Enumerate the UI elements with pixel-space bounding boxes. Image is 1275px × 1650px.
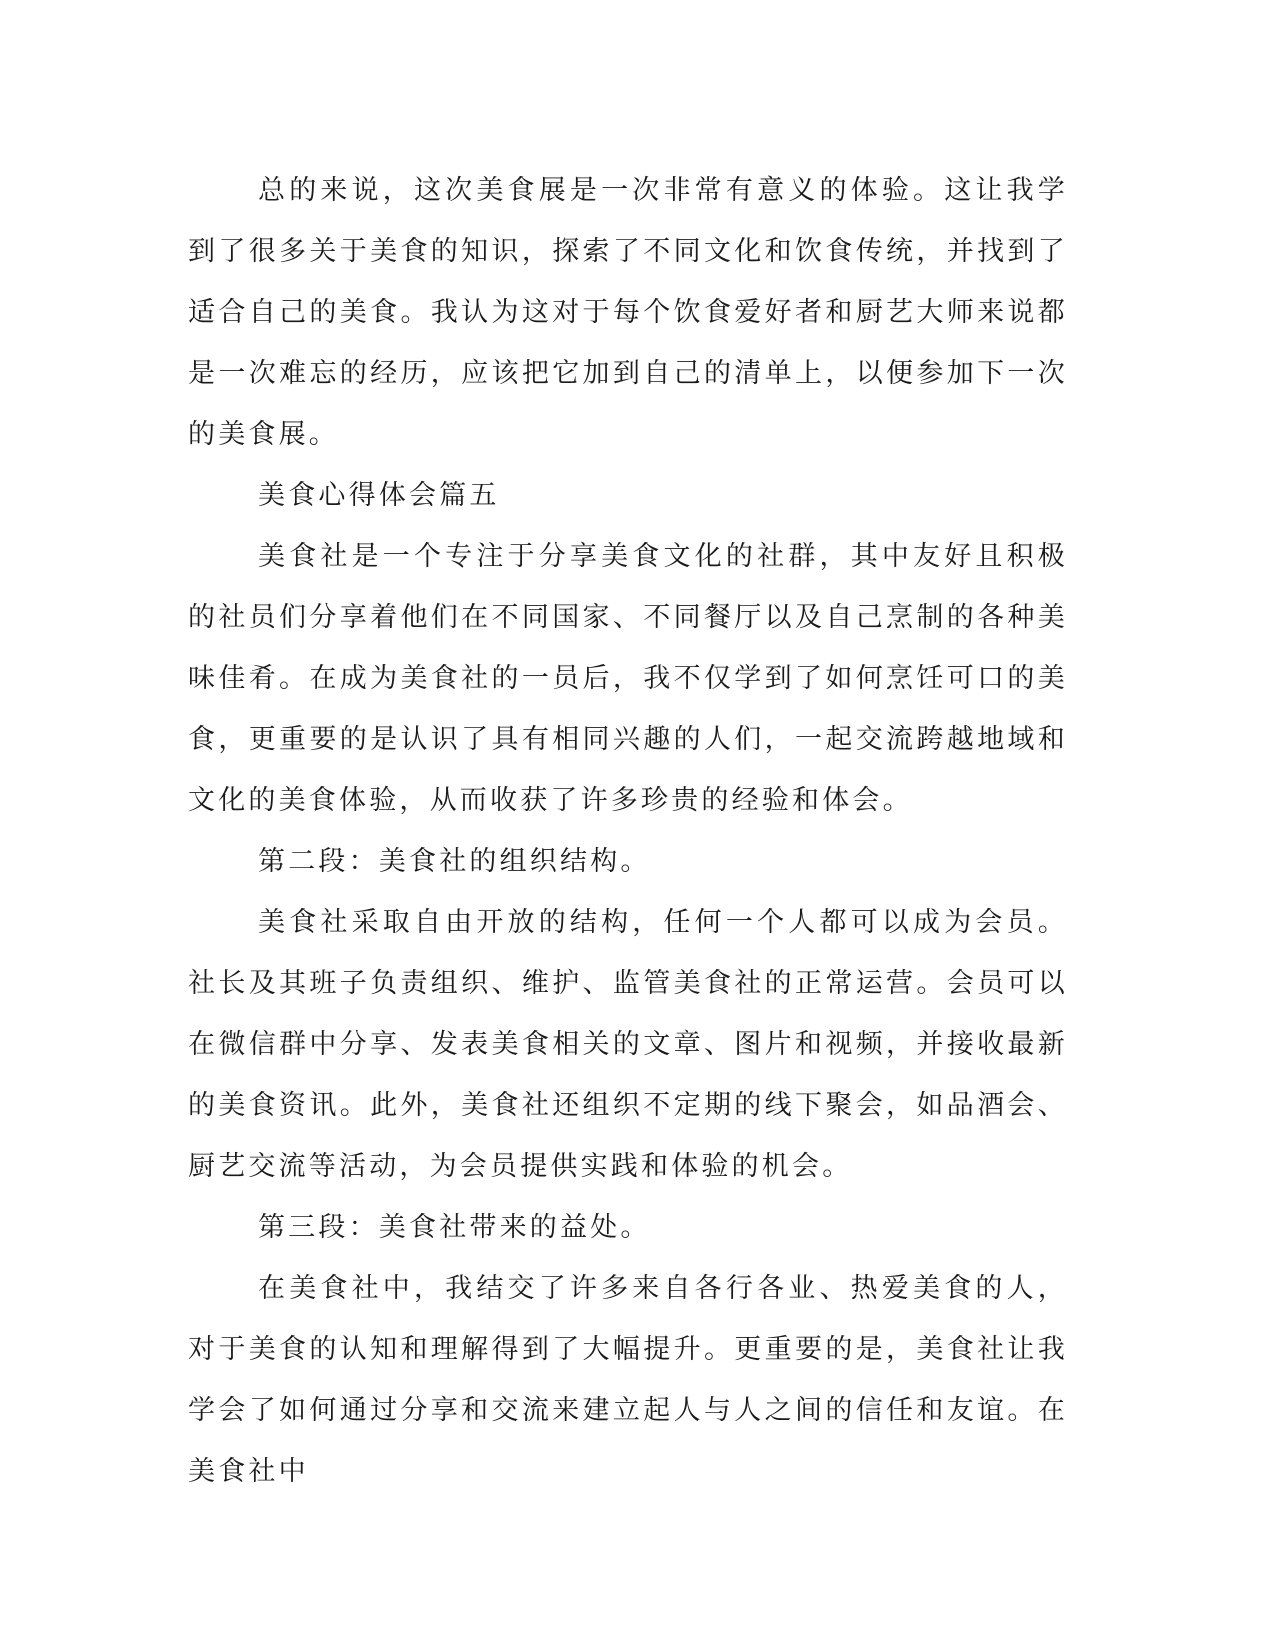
- section-heading-benefits: 第三段：美食社带来的益处。: [258, 1212, 651, 1243]
- section-heading-part-five: 美食心得体会篇五: [258, 480, 500, 511]
- document-body: [188, 160, 1068, 1502]
- paragraph-benefits: 在美食社中，我结交了许多来自各行各业、热爱美食的人，对于美食的认知和理解得到了大幅提升。更重要的是，美食社让我学会了如何通过分享和交流来建立起人与人之间的信任和友谊。在美食社中: [188, 1273, 1068, 1487]
- paragraph-summary: 总的来说，这次美食展是一次非常有意义的体验。这让我学到了很多关于美食的知识，探索了不同文化和饮食传统，并找到了适合自己的美食。我认为这对于每个饮食爱好者和厨艺大师来说都是一次难忘的经历，应该把它加到自己的清单上，以便参加下一次的美食展。: [188, 175, 1068, 450]
- section-heading-structure: 第二段：美食社的组织结构。: [258, 846, 651, 877]
- paragraph-structure: 美食社采取自由开放的结构，任何一个人都可以成为会员。社长及其班子负责组织、维护、监管美食社的正常运营。会员可以在微信群中分享、发表美食相关的文章、图片和视频，并接收最新的美食资讯。此外，美食社还组织不定期的线下聚会，如品酒会、厨艺交流等活动，为会员提供实践和体验的机会。: [188, 907, 1068, 1182]
- paragraph-intro: 美食社是一个专注于分享美食文化的社群，其中友好且积极的社员们分享着他们在不同国家、不同餐厅以及自己烹制的各种美味佳肴。在成为美食社的一员后，我不仅学到了如何烹饪可口的美食，更重要的是认识了具有相同兴趣的人们，一起交流跨越地域和文化的美食体验，从而收获了许多珍贵的经验和体会。: [188, 541, 1068, 816]
